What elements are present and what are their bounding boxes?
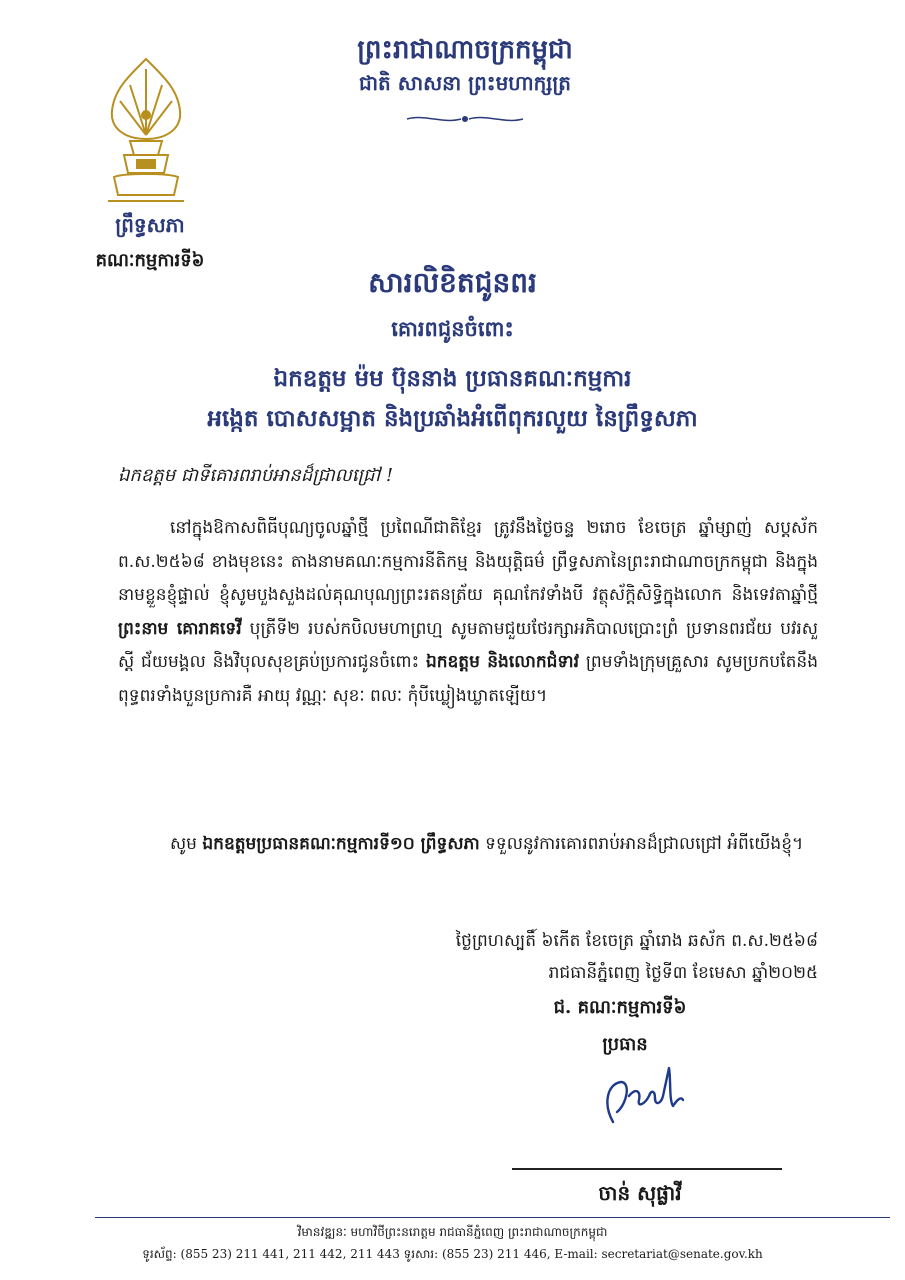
document-title: សារលិខិតជូនពរ: [368, 266, 537, 299]
footer-contact: ទូរស័ព្ទ: (855 23) 211 441, 211 442, 211 443 ទូរសារ: (855 23) 211 446, E-mail: secretariat@senate.gov.kh: [142, 1247, 763, 1261]
body-text-1: នៅក្នុងឱកាសពិធីបុណ្យចូលឆ្នាំថ្មី ប្រពៃណីជាតិខ្មែរ ត្រូវនឹងថ្ងៃចន្ទ ២រោច ខែចេត្រ ឆ្នាំម្សាញ់ សប្តស័ក ព.ស.២៥៦៨ ខាងមុខនេះ តាងនាមគណៈកម្មការនីតិកម្ម និងយុត្តិធម៌ ព្រឹទ្ធសភានៃព្រះរាជាណាចក្រកម្ពុជា និងក្នុងនាមខ្លួនខ្ញុំផ្ទាល់ ខ្ញុំសូមបួងសួងដល់គុណបុណ្យព្រះរតនត្រ័យ គុណកែវទាំងបី វត្ថុស័ក្តិសិទ្ធិក្នុងលោក និងទេវតាឆ្នាំថ្មី: [118, 518, 818, 605]
on-behalf-line: ជ. គណៈកម្មការទី៦: [553, 997, 687, 1018]
signature-line: [512, 1168, 782, 1170]
recipient-line-2: អង្កេត បោសសម្អាត និងប្រឆាំងអំពើពុករលួយ នៃព្រឹទ្ធសភា: [207, 405, 698, 432]
closing-bold: ឯកឧត្តមប្រធានគណៈកម្មការទី១០ ព្រឹទ្ធសភា: [202, 834, 480, 854]
solar-date: រាជធានីភ្នំពេញ ថ្ងៃទី៣ ខែមេសា ឆ្នាំ២០២៥: [548, 963, 818, 983]
national-motto: ជាតិ សាសនា ព្រះមហាក្សត្រ: [359, 71, 571, 95]
footer-address: វិមានវឌ្ឍនៈ មហាវិថីព្រះនរោត្តម រាជធានីភ្នំពេញ ព្រះរាជាណាចក្រកម្ពុជា: [297, 1225, 608, 1239]
senate-emblem-icon: [100, 55, 192, 205]
lunar-date: ថ្ងៃព្រហស្បតិ៍ ៦កើត ខែចេត្រ ឆ្នាំរោង ឆស័ក ព.ស.២៥៦៨: [455, 931, 818, 951]
footer-divider: [95, 1217, 890, 1218]
divider-flourish-icon: [405, 112, 525, 126]
handwritten-signature-icon: [585, 1060, 695, 1130]
kingdom-heading: ព្រះរាជាណាចក្រកម្ពុជា: [357, 35, 573, 65]
closing-paragraph: [118, 828, 818, 861]
signer-name: ចាន់ សុផ្លាវី: [598, 1181, 682, 1205]
body-text-3: ព្រមទាំងក្រុមគ្រួសារ សូមប្រកបតែនឹងពុទ្ធពរទាំងបួនប្រការគឺ អាយុ វណ្ណៈ សុខៈ ពលៈ កុំបីឃ្លៀងឃ្លាតឡើយ។: [118, 652, 818, 706]
closing-text-2: ទទួលនូវការគោរពរាប់អានដ៏ជ្រាលជ្រៅ អំពីយើងខ្ញុំ។: [479, 834, 804, 854]
closing-text-1: សូម: [170, 834, 203, 854]
signer-role: ប្រធាន: [602, 1034, 648, 1055]
salutation: ឯកឧត្តម ជាទីគោរពរាប់អានដ៏ជ្រាលជ្រៅ !: [118, 465, 394, 486]
body-paragraph: [118, 512, 818, 713]
committee-name: គណៈកម្មការទី៦: [95, 250, 205, 271]
organization-name: ព្រឹទ្ធសភា: [115, 213, 185, 237]
body-bold-1: ព្រះនាម គោរាគទេវី: [118, 618, 242, 639]
body-text-2: បុត្រីទី២ របស់កបិលមហាព្រហ្ម សូមតាមជួយថែរក្សាអភិបាលប្រោះព្រំ ប្រទានពរជ័យ បវរសួស្តី ជ័យមង្គល និងវិបុលសុខគ្រប់ប្រការជូនចំពោះ: [118, 618, 818, 672]
recipient-line-1: ឯកឧត្តម ម៉ម ប៊ុននាង ប្រធានគណៈកម្មការ: [273, 365, 632, 392]
respect-line: គោរពជូនចំពោះ: [391, 316, 514, 341]
body-bold-2: ឯកឧត្តម និងលោកជំទាវ: [425, 652, 579, 672]
